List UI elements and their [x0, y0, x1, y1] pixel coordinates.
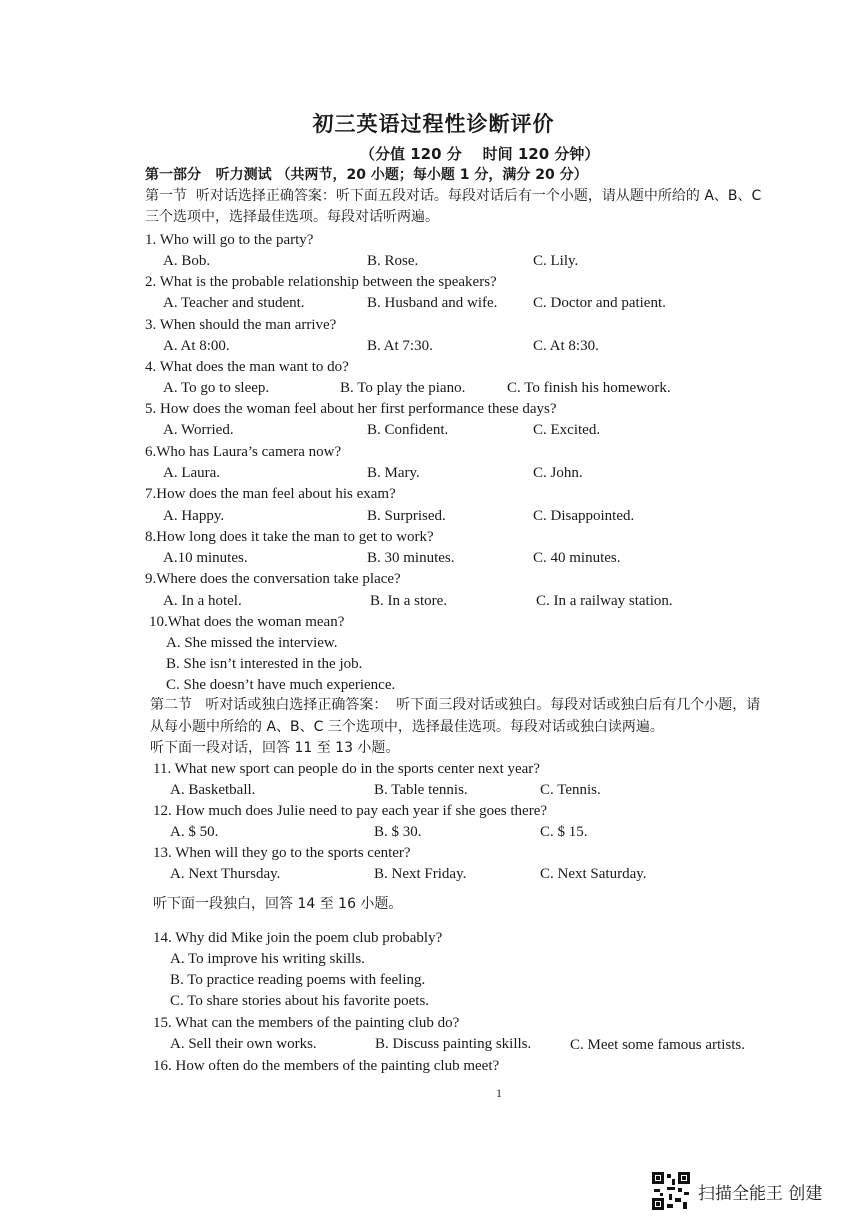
option-b: B. 30 minutes.: [367, 550, 455, 566]
scan-watermark-text: 扫描全能王 创建: [698, 1183, 823, 1204]
option-a: A. Worried.: [163, 422, 234, 438]
option-b: B. Mary.: [367, 465, 420, 481]
question-text: 1. Who will go to the party?: [145, 232, 314, 248]
section2-instructions-line1: 第二节 听对话或独白选择正确答案： 听下面三段对话或独白。每段对话或独白后有几个小题，请: [150, 697, 761, 713]
part1-heading: 第一部分 听力测试 （共两节，20 小题；每小题 1 分，满分 20 分）: [145, 167, 588, 183]
option-b: B. To play the piano.: [340, 380, 466, 396]
option-a: A. Bob.: [163, 253, 211, 269]
option-b: B. Surprised.: [367, 508, 446, 524]
option-c: C. Disappointed.: [533, 508, 635, 524]
option-c: C. In a railway station.: [536, 593, 673, 609]
option-b: B. Husband and wife.: [367, 295, 498, 311]
page-title: 初三英语过程性诊断评价: [312, 112, 555, 136]
option-b: B. Next Friday.: [374, 866, 467, 882]
option-a: A. To improve his writing skills.: [170, 951, 365, 967]
option-a: A. Sell their own works.: [170, 1036, 317, 1052]
section1-instructions-line2: 三个选项中，选择最佳选项。每段对话听两遍。: [145, 209, 439, 225]
question-text: 2. What is the probable relationship between the speakers?: [145, 274, 497, 290]
question-text: 4. What does the man want to do?: [145, 359, 349, 375]
option-c: C. She doesn’t have much experience.: [166, 677, 396, 693]
option-c: C. $ 15.: [540, 824, 588, 840]
option-a: A. Laura.: [163, 465, 221, 481]
option-c: C. Excited.: [533, 422, 601, 438]
question-text: 5. How does the woman feel about her first performance these days?: [145, 401, 557, 417]
option-b: B. Confident.: [367, 422, 449, 438]
question-text: 14. Why did Mike join the poem club probably?: [153, 930, 443, 946]
option-a: A. Teacher and student.: [163, 295, 305, 311]
option-c: C. At 8:30.: [533, 338, 599, 354]
page-number: 1: [496, 1086, 502, 1100]
page-subtitle: （分值 120 分 时间 120 分钟）: [360, 145, 600, 163]
option-b: B. Table tennis.: [374, 782, 468, 798]
scan-watermark: [652, 1172, 822, 1210]
option-c: C. Lily.: [533, 253, 579, 269]
option-a: A. Happy.: [163, 508, 225, 524]
option-a: A. She missed the interview.: [166, 635, 338, 651]
question-text: 13. When will they go to the sports center?: [153, 845, 411, 861]
question-text: 16. How often do the members of the painting club meet?: [153, 1058, 500, 1074]
dialog-intro: 听下面一段对话，回答 11 至 13 小题。: [150, 740, 400, 756]
option-c: C. Tennis.: [540, 782, 601, 798]
option-a: A. To go to sleep.: [163, 380, 270, 396]
option-a: A.10 minutes.: [163, 550, 248, 566]
question-text: 6.Who has Laura’s camera now?: [145, 444, 342, 460]
qr-code-icon: [652, 1172, 690, 1210]
option-c: C. John.: [533, 465, 583, 481]
option-b: B. At 7:30.: [367, 338, 433, 354]
option-c: C. To finish his homework.: [507, 380, 671, 396]
option-a: A. Next Thursday.: [170, 866, 281, 882]
section2-instructions-line2: 从每小题中所给的 A、B、C 三个选项中，选择最佳选项。每段对话或独白读两遍。: [150, 719, 664, 735]
section1-instructions-line1: 第一节 听对话选择正确答案：听下面五段对话。每段对话后有一个小题，请从题中所给的 A、B、C: [145, 188, 762, 204]
option-b: B. $ 30.: [374, 824, 422, 840]
option-a: A. $ 50.: [170, 824, 219, 840]
option-a: A. In a hotel.: [163, 593, 242, 609]
question-text: 8.How long does it take the man to get to work?: [145, 529, 434, 545]
option-c: C. To share stories about his favorite poets.: [170, 993, 430, 1009]
option-b: B. To practice reading poems with feeling.: [170, 972, 426, 988]
option-b: B. In a store.: [370, 593, 448, 609]
question-text: 10.What does the woman mean?: [149, 614, 345, 630]
question-text: 15. What can the members of the painting club do?: [153, 1015, 460, 1031]
question-text: 12. How much does Julie need to pay each year if she goes there?: [153, 803, 548, 819]
option-a: A. Basketball.: [170, 782, 256, 798]
question-text: 7.How does the man feel about his exam?: [145, 486, 396, 502]
option-b: B. She isn’t interested in the job.: [166, 656, 363, 672]
question-text: 3. When should the man arrive?: [145, 317, 337, 333]
option-c: C. Doctor and patient.: [533, 295, 666, 311]
option-b: B. Discuss painting skills.: [375, 1036, 532, 1052]
question-text: 11. What new sport can people do in the sports center next year?: [153, 761, 540, 777]
monologue-intro: 听下面一段独白，回答 14 至 16 小题。: [153, 896, 403, 912]
question-text: 9.Where does the conversation take place?: [145, 571, 401, 587]
option-c: C. Meet some famous artists.: [570, 1037, 745, 1053]
option-c: C. Next Saturday.: [540, 866, 647, 882]
option-b: B. Rose.: [367, 253, 419, 269]
option-a: A. At 8:00.: [163, 338, 230, 354]
option-c: C. 40 minutes.: [533, 550, 621, 566]
